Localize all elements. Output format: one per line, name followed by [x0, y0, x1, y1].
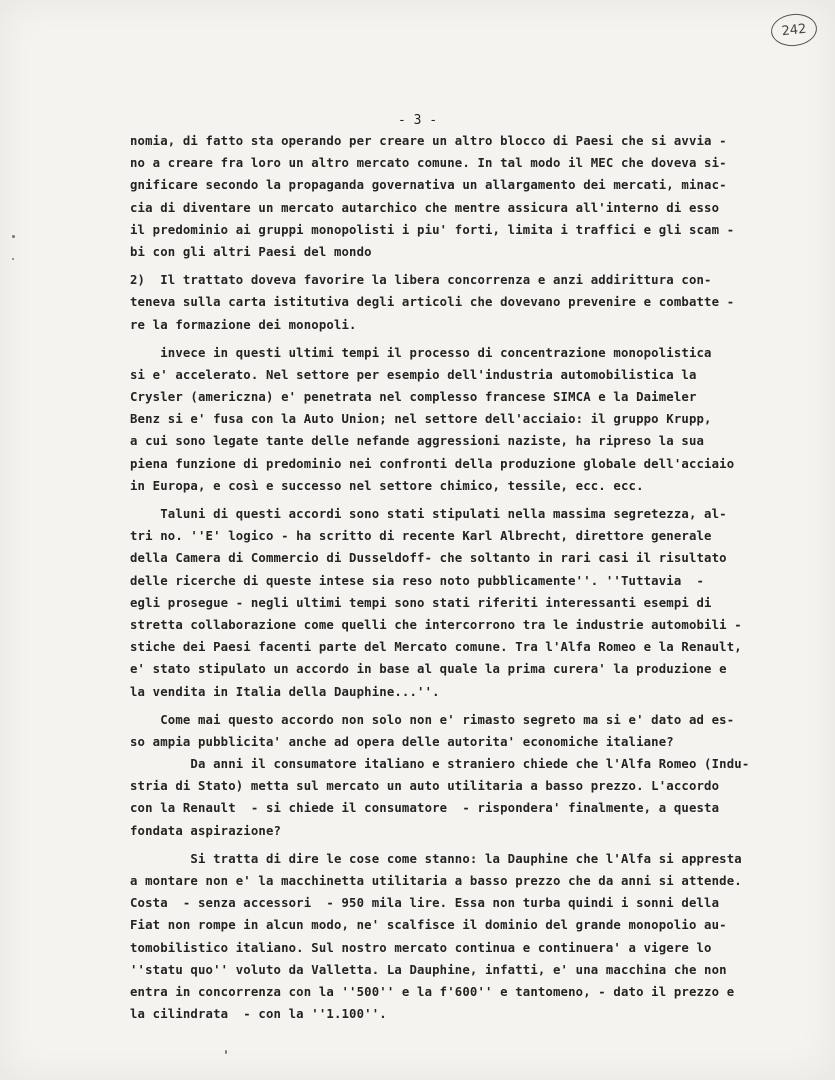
page-number: - 3 -: [398, 113, 438, 128]
text-line: stria di Stato) metta sul mercato un auto utilitaria a basso prezzo. L'accordo: [130, 779, 720, 794]
text-line: Benz si e' fusa con la Auto Union; nel settore dell'acciaio: il gruppo Krupp,: [130, 412, 712, 427]
text-line: il predominio ai gruppi monopolisti i piu' forti, limita i traffici e gli scam -: [130, 222, 735, 237]
scan-speck: [225, 1050, 227, 1054]
paragraph: [130, 342, 795, 497]
paragraph: [130, 269, 795, 336]
text-line: nomia, di fatto sta operando per creare un altro blocco di Paesi che si avvia -: [130, 134, 727, 148]
paragraph: [130, 503, 795, 703]
paragraph: [130, 848, 795, 1026]
text-line: a montare non e' la macchinetta utilitaria a basso prezzo che da anni si attende.: [130, 874, 742, 888]
text-line: gnificare secondo la propaganda governativa un allargamento dei mercati, minac-: [130, 178, 727, 193]
text-line: la cilindrata - con la ''1.100''.: [130, 1007, 387, 1022]
text-line: bi con gli altri Paesi del mondo: [130, 244, 372, 259]
text-line: con la Renault - si chiede il consumatore - rispondera' finalmente, a questa: [130, 801, 720, 816]
text-line: la vendita in Italia della Dauphine...''.: [130, 684, 440, 699]
text-line: invece in questi ultimi tempi il processo di concentrazione monopolistica: [130, 345, 712, 360]
text-line: so ampia pubblicita' anche ad opera delle autorita' economiche italiane?: [130, 734, 674, 749]
text-line: della Camera di Commercio di Dusseldoff- che soltanto in rari casi il risultato: [130, 551, 727, 566]
text-line: piena funzione di predominio nei confronti della produzione globale dell'acciaio: [130, 456, 735, 471]
text-line: stiche dei Paesi facenti parte del Mercato comune. Tra l'Alfa Romeo e la Renault,: [130, 640, 742, 655]
paragraph: [130, 709, 795, 842]
text-line: Come mai questo accordo non solo non e' rimasto segreto ma si e' dato ad es-: [130, 712, 735, 727]
text-line: no a creare fra loro un altro mercato comune. In tal modo il MEC che doveva si-: [130, 156, 727, 171]
text-line: ''statu quo'' voluto da Valletta. La Dauphine, infatti, e' una macchina che non: [130, 962, 727, 977]
text-line: stretta collaborazione come quelli che intercorrono tra le industrie automobili -: [130, 617, 742, 632]
text-line: a cui sono legate tante delle nefande aggressioni naziste, ha ripreso la sua: [130, 434, 705, 449]
text-line: si e' accelerato. Nel settore per esempio dell'industria automobilistica la: [130, 367, 697, 382]
text-line: e' stato stipulato un accordo in base al quale la prima curera' la produzione e: [130, 662, 727, 677]
text-line: egli prosegue - negli ultimi tempi sono stati riferiti interessanti esempi di: [130, 595, 712, 610]
archive-number-stamp: 242: [769, 12, 818, 49]
text-line: Da anni il consumatore italiano e straniero chiede che l'Alfa Romeo (Indu-: [130, 757, 750, 772]
text-line: entra in concorrenza con la ''500'' e la f'600'' e tantomeno, - dato il prezzo e: [130, 984, 735, 999]
paragraph: [130, 130, 795, 263]
scan-speck: [12, 235, 15, 238]
text-line: Fiat non rompe in alcun modo, ne' scalfisce il dominio del grande monopolio au-: [130, 918, 727, 933]
text-line: re la formazione dei monopoli.: [130, 317, 357, 332]
text-line: Costa - senza accessori - 950 mila lire. Essa non turba quindi i sonni della: [130, 896, 720, 911]
text-line: fondata aspirazione?: [130, 823, 282, 838]
scan-speck: [12, 258, 14, 260]
text-line: Si tratta di dire le cose come stanno: la Dauphine che l'Alfa si appresta: [130, 851, 742, 866]
text-line: 2) Il trattato doveva favorire la libera concorrenza e anzi addirittura con-: [130, 273, 712, 288]
text-line: Taluni di questi accordi sono stati stipulati nella massima segretezza, al-: [130, 507, 727, 521]
text-line: cia di diventare un mercato autarchico che mentre assicura all'interno di esso: [130, 200, 720, 215]
text-line: in Europa, e così e successo nel settore chimico, tessile, ecc. ecc.: [130, 478, 644, 493]
text-line: tomobilistico italiano. Sul nostro mercato continua e continuera' a vigere lo: [130, 940, 712, 955]
text-line: tri no. ''E' logico - ha scritto di recente Karl Albrecht, direttore generale: [130, 529, 712, 544]
body-text: [130, 130, 795, 1025]
text-line: Crysler (americzna) e' penetrata nel complesso francese SIMCA e la Daimeler: [130, 390, 697, 405]
text-line: delle ricerche di queste intese sia reso noto pubblicamente''. ''Tuttavia -: [130, 573, 705, 588]
text-line: teneva sulla carta istitutiva degli articoli che dovevano prevenire e combatte -: [130, 295, 735, 310]
